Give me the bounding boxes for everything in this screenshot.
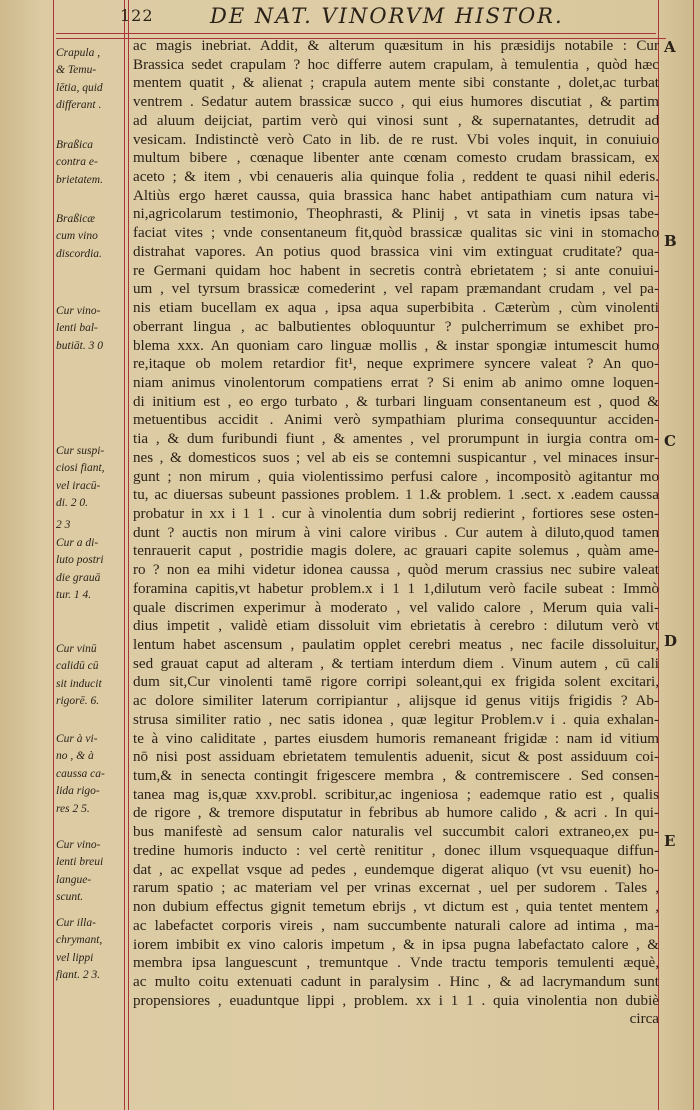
margin-note-line: scunt. xyxy=(56,891,84,904)
page-number: 122 xyxy=(120,6,154,25)
text-line: probatur in xx i 1 1 . cur à vinolentia dum sobrij redierint , fortiores sese osten- xyxy=(133,505,659,522)
text-line: lentum habet ascensum , paulatim opplet cerebri meatus , nec facile dissoluitur, xyxy=(133,637,659,653)
margin-note-line: ciosi fiant, xyxy=(56,462,105,475)
margin-note-line: rigorē. 6. xyxy=(56,695,100,708)
margin-note-line: cum vino xyxy=(56,230,98,243)
text-line: ni,agricolarum testimonio, Theophrasti, & Plinij , vt sata in vinetis ipsas tabe- xyxy=(133,206,659,223)
text-line: tenrauerit caput , postridie magis dolere, ac grauari capite solemus , quàm ame- xyxy=(133,543,659,560)
margin-note-line: Cur vinū xyxy=(56,643,97,655)
margin-note-line: vel lippi xyxy=(56,951,94,964)
text-line: nō nisi post assiduam ebrietatem temulentis aduenit, sicut & post assiduum coi- xyxy=(133,749,659,766)
text-line: distrahat vapores. An potius quod brassica vini vim extinguat cruditate? qua- xyxy=(133,243,659,260)
text-line: tu, ac diuersas subeunt passiones problem. 1 1.& problem. 1 .sect. x .eadem caussa xyxy=(133,487,659,504)
text-line: sed grauat caput ad alteram , & tertiam interdum diem . Vinum autem , cū cali xyxy=(133,655,659,672)
text-line: membra ipsa languescunt , tremuntque . Vnde tractu temporis temulenti æquè, xyxy=(133,955,659,972)
text-line: dat , ac expellat vsque ad pedes , eundemque digerat aliquo (vt vsu euenit) ho- xyxy=(133,861,659,878)
text-line: dius impetit , validè etiam dissoluit vim ebrietatis à cerebro : dilutum verò vt xyxy=(133,618,659,635)
text-line: ac magis inebriat. Addit, & alterum quæsitum in his præsidijs notabile : Cur xyxy=(133,38,659,54)
section-letter-d: D xyxy=(664,632,678,650)
margin-note-line: no , & à xyxy=(56,750,94,763)
text-line: circa xyxy=(629,1011,659,1028)
section-letter-e: E xyxy=(664,832,676,850)
margin-note xyxy=(56,641,122,711)
margin-note-line: fiant. 2 3. xyxy=(56,969,101,982)
margin-note-line: di. 2 0. xyxy=(56,497,88,510)
text-line: strusa similiter ratio , nec satis idonea , quæ legitur Problem.v i . quia exhalan- xyxy=(133,711,659,728)
margin-note-line: calidū cū xyxy=(56,660,99,673)
margin-note-line: Cur a di- xyxy=(56,537,99,549)
margin-note-line: Braßica xyxy=(56,139,94,151)
margin-note xyxy=(56,837,122,907)
main-text xyxy=(133,37,659,1029)
text-line: foramina capitis,vt habetur problem.x i 1 1 1,dilutum verò facile subeat : Immò xyxy=(133,580,659,597)
text-line: dunt ? auctis non mirum à vini calore viribus . Cur autem à diluto,quod tamen xyxy=(133,524,659,541)
text-line: re,itaque ob molem retardior fit¹, neque exprimere syncere valeat ? An quo- xyxy=(133,356,659,373)
margin-note xyxy=(56,303,122,355)
margin-note-line: Braßicæ xyxy=(56,213,95,225)
margin-note-line: res 2 5. xyxy=(56,802,90,815)
margin-note-line: chrymant, xyxy=(56,934,103,947)
text-line: faciat vites ; vnde consentaneum fit,quòd brassicæ qualitas sic vini in stomacho xyxy=(133,225,659,242)
section-letter-b: B xyxy=(664,232,677,250)
margin-note-line: Cur suspi- xyxy=(56,445,105,457)
margin-note-line: contra e- xyxy=(56,156,98,169)
text-line: de rigore , & tremore disputatur in febribus ab humore calido , & acri . In qui- xyxy=(133,805,659,822)
margin-note-line: lida rigo- xyxy=(56,785,100,798)
margin-note-line: tur. 1 4. xyxy=(56,589,92,602)
margin-note xyxy=(56,535,122,605)
text-line: ad aluum deijciat, partim verò qui vinosi sunt , & supernatantes, detrudit ad xyxy=(133,112,659,129)
margin-note-line: langue- xyxy=(56,873,92,886)
margin-note xyxy=(56,137,122,189)
text-line: Altiùs ergo hæret caussa, quia brassica hanc habet antipathiam cum natura vi- xyxy=(133,187,659,204)
running-head: DE NAT. VINORVM HISTOR. xyxy=(210,4,564,28)
text-line: nis etiam bucellam ex aqua , ipsa aqua superbibita . Cæterùm , cùm vinolenti xyxy=(133,300,659,317)
margin-note-line: Cur vino- xyxy=(56,305,101,317)
text-line: iorem imbibit ex vino caloris impetum , & in ipsa pugna labefactato calore , & xyxy=(133,936,659,953)
margin-note-line: butiāt. 3 0 xyxy=(56,339,103,352)
margin-note-line: lenti bal- xyxy=(56,322,98,335)
margin-note-line: caussa ca- xyxy=(56,767,105,780)
text-line: ventrem . Sedatur autem brassicæ succo , qui eius humores discutiat , & partim xyxy=(133,94,659,111)
text-line: niam animus vinolentorum compatiens errat ? Si enim ab animo omne loquen- xyxy=(133,374,659,391)
margin-note-line: die grauā xyxy=(56,571,101,584)
text-line: blema xxx. An quoniam caro linguæ mollis , & instar spongiæ intumescit humo xyxy=(133,337,659,354)
text-line: propensiores , euaduntque lippi , problem. xx i 1 1 . quia vinolentia non dubiè xyxy=(133,992,659,1009)
margin-note-line: lenti breui xyxy=(56,856,104,869)
text-line: ro ? non ea mihi videtur idonea caussa , quòd merum crassius nec subire valeat xyxy=(133,562,659,579)
margin-note-line: luto postri xyxy=(56,554,104,567)
text-line: dum sit,Cur vinolenti tamē rigore corripi soleant,qui ex frigida solent excitari, xyxy=(133,674,659,691)
text-line: tanea mag is,quæ xxv.probl. scribitur,ac ingeniosa ; eademque ratio est , qualis xyxy=(133,786,659,803)
section-letter-c: C xyxy=(664,432,676,450)
margin-note-line: Crapula , xyxy=(56,47,101,59)
text-line: re Germani quidam hoc habent in secretis contrà ebrietatem ; si ante conuiui- xyxy=(133,262,659,279)
margin-rule-left xyxy=(53,0,54,1110)
margin-rule-notes xyxy=(124,0,125,1110)
margin-rule-right-outer xyxy=(693,0,694,1110)
margin-note-line: lētia, quid xyxy=(56,81,103,94)
margin-note xyxy=(56,211,122,263)
text-line: quale discrimen experimur à moderato , vel valido calore , Merum quia vali- xyxy=(133,599,659,616)
text-line: ac multo coitu extenuati cadunt in paralysim . Hinc , & ad lacrymandum sunt xyxy=(133,973,659,990)
text-line: um , vel tyrsum brassicæ comederint , vel rapam præmandant crudam , vel pa- xyxy=(133,281,659,298)
text-line: tia , & dum furibundi fiunt , & amentes , vel prorumpunt in iurgia contra om- xyxy=(133,431,659,448)
margin-rule-text xyxy=(128,0,129,1110)
margin-note xyxy=(56,45,122,115)
margin-note-line: Cur illa- xyxy=(56,917,96,929)
text-line: ac labefactet corporis vireis , nam succumbente naturali calore ad intima , ma- xyxy=(133,917,659,934)
text-line: tum,& in senecta contingit frigescere membra , & contremiscere . Sed consen- xyxy=(133,768,659,785)
text-line: di initium est , eo ergo turbato , & turbari linguam consentaneum est , quod & xyxy=(133,393,659,410)
text-line: bus manifestè ad sensum calor naturalis vel succumbit calori extraneo,ex pu- xyxy=(133,824,659,841)
text-line: vesicam. Indistinctè verò Cato in lib. de re rust. Vbi voles inquit, in conuiuio xyxy=(133,131,659,148)
margin-note-line: Cur à vi- xyxy=(56,733,98,745)
margin-note-line: discordia. xyxy=(56,247,102,260)
margin-note-line: Cur vino- xyxy=(56,839,101,851)
text-line: nes , & domesticos suos ; vel ab eis se contemni suspicantur , vel minaces insur- xyxy=(133,449,659,466)
text-line: Brassica sedet crapulam ? hoc differre autem crapulam, à temulentia , quòd hæc xyxy=(133,56,659,73)
text-line: multum bibere , cœnaque libenter ante cœnam comesto crudam brassicam, ex xyxy=(133,150,659,167)
margin-note xyxy=(56,915,122,985)
text-line: ac dolore similiter laterum corripiantur , alijsque id genus vitijs frigidis ? Ab- xyxy=(133,693,659,710)
margin-note-line: differant . xyxy=(56,99,102,112)
section-letter-a: A xyxy=(664,38,676,56)
text-line: mentem quatit , & alienat ; crapula autem mente sibi constante , dolet,ac turbat xyxy=(133,75,659,92)
text-line: gunt ; non mirum , quia violentissimo perfusi calore , incompositò agitantur mo xyxy=(133,468,659,485)
header-rule-top xyxy=(56,33,656,34)
margin-note xyxy=(56,517,122,534)
margin-note xyxy=(56,443,122,513)
margin-note-line: & Temu- xyxy=(56,64,97,77)
text-line: rarum spatio ; ac materiam vel per vrinas excernat , uel per sudorem . Tales , xyxy=(133,880,659,897)
text-line: non dubium effectus gignit temetum ebrijs , vt dictum est , quia tentet mentem , xyxy=(133,899,659,916)
margin-note-line: brietatem. xyxy=(56,173,103,186)
margin-note xyxy=(56,731,122,818)
margin-note-line: 2 3 xyxy=(56,519,71,531)
text-line: oberrant lingua , ac balbutientes obloquuntur ? pulcherrimum se exhibet pro- xyxy=(133,318,659,335)
text-line: tredine humoris inducto : vel certè renititur , donec illum vsquequaque diffun- xyxy=(133,842,659,859)
margin-note-line: vel iracū- xyxy=(56,479,101,492)
text-line: aceto ; & item , vbi cenaueris alia quinque folia , reddent te quasi nihil ederis. xyxy=(133,169,659,186)
text-line: te à vino caliditate , partes eiusdem humoris remaneant frigidæ : nam id vitium xyxy=(133,730,659,747)
text-line: metuentibus accidit . Animi verò sympathiam plurima consequuntur acciden- xyxy=(133,412,659,429)
margin-note-line: sit inducit xyxy=(56,677,102,690)
